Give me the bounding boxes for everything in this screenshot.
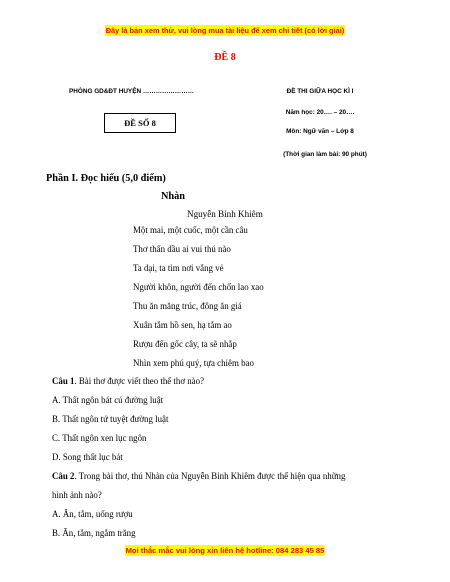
question-1-option-a: A. Thất ngôn bát cú đường luật xyxy=(52,395,164,405)
exam-title: ĐỀ THI GIỮA HỌC KÌ I xyxy=(286,88,354,95)
section-title: Phần I. Đọc hiểu (5,0 điểm) xyxy=(46,173,166,184)
question-2-text-continued: hình ảnh nào? xyxy=(52,490,102,500)
poem-line: Ta dại, ta tìm nơi vắng vẻ xyxy=(133,263,224,273)
bottom-contact-banner xyxy=(0,546,450,555)
department-label: PHÒNG GD&ĐT HUYỆN …………………… xyxy=(69,88,194,95)
exam-code-heading: ĐỀ 8 xyxy=(214,52,236,63)
question-1-option-d: D. Song thất lục bát xyxy=(52,452,123,462)
question-1 xyxy=(52,376,204,386)
question-2 xyxy=(52,471,345,481)
question-2-option-b: B. Ăn, tắm, ngắm trăng xyxy=(52,528,136,538)
poem-line: Thơ thẩn dầu ai vui thú nào xyxy=(133,244,231,254)
poem-author: Nguyễn Bỉnh Khiêm xyxy=(187,209,263,219)
question-1-option-b: B. Thất ngôn tứ tuyệt đường luật xyxy=(52,414,169,424)
poem-line: Nhìn xem phú quý, tựa chiêm bao xyxy=(133,358,254,368)
duration-note: (Thời gian làm bài: 90 phút) xyxy=(283,151,367,158)
school-year: Năm học: 20…. – 20…. xyxy=(285,109,355,116)
poem-line: Người khôn, người đến chốn lao xao xyxy=(133,282,264,292)
poem-line: Thu ăn măng trúc, đông ăn giá xyxy=(133,301,242,311)
question-2-text: . Trong bài thơ, thú Nhàn của Nguyễn Bỉnh Khiêm được thể hiện qua những xyxy=(74,471,346,481)
question-1-label: Câu 1 xyxy=(52,376,75,386)
poem-line: Rượu đến gốc cây, ta sẽ nhắp xyxy=(133,339,237,349)
question-1-option-c: C. Thất ngôn xen lục ngôn xyxy=(52,433,147,443)
top-preview-banner xyxy=(0,26,450,35)
poem-line: Một mai, một cuốc, một cần câu xyxy=(133,225,248,235)
poem-title: Nhàn xyxy=(161,191,186,202)
question-2-option-a: A. Ăn, tắm, uống rượu xyxy=(52,509,133,519)
subject-line: Môn: Ngữ văn – Lớp 8 xyxy=(286,128,354,135)
poem-line: Xuân tắm hồ sen, hạ tắm ao xyxy=(133,320,232,330)
question-1-text: . Bài thơ được viết theo thể thơ nào? xyxy=(74,376,205,386)
exam-number-box: ĐỀ SỐ 8 xyxy=(104,113,176,133)
top-banner-text: Đây là bản xem thử, vui lòng mua tài liệu để xem chi tiết (có lời giải) xyxy=(105,26,345,35)
question-2-label: Câu 2 xyxy=(52,471,75,481)
bottom-banner-text: Mọi thắc mắc vui lòng xin liên hệ hotline: 084 283 45 85 xyxy=(125,546,325,555)
